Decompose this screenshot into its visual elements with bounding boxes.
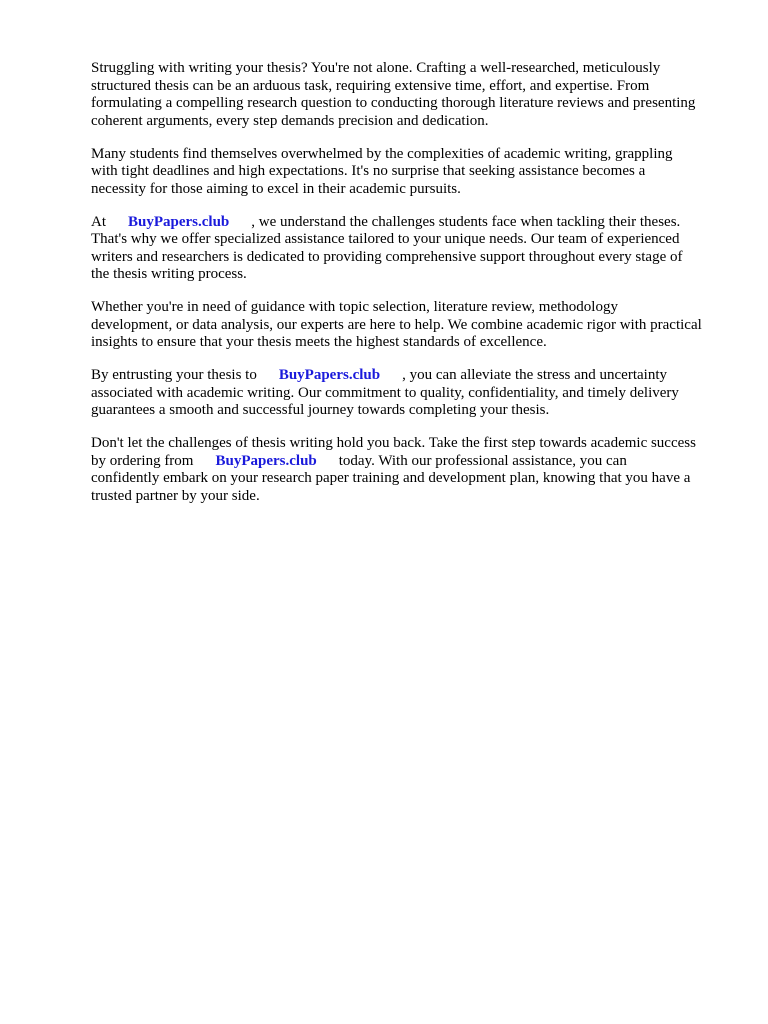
paragraph-dont-let (91, 435, 731, 505)
buypapers-link[interactable]: BuyPapers.club (215, 452, 317, 469)
paragraph-guidance: Whether you're in need of guidance with topic selection, literature review, methodology development, or data analysis, our experts are here to help. We combine academic rigor with practical insights to ensure that your thesis meets the highest standards of excellence. (91, 299, 702, 351)
paragraph-entrusting (91, 367, 731, 420)
paragraph-text: By entrusting your thesis to (91, 367, 257, 384)
buypapers-link[interactable]: BuyPapers.club (128, 213, 230, 230)
paragraph-overwhelmed: Many students find themselves overwhelmed by the complexities of academic writing, grappling with tight deadlines and high expectations. It's no surprise that seeking assistance becomes a necessity for those aiming to excel in their academic pursuits. (91, 145, 673, 197)
paragraph-text: , you can alleviate the stress and uncertainty associated with academic writing. Our commitment to quality, confidentiality, and timely delivery guarantees a smooth and successful journey towards completing your thesis. (91, 367, 679, 419)
paragraph-intro: Struggling with writing your thesis? You're not alone. Crafting a well-researched, meticulously structured thesis can be an arduous task, requiring extensive time, effort, and expertise. From formulating a compelling research question to conducting thorough literature reviews and presenting coherent arguments, every step demands precision and dedication. (91, 60, 696, 129)
paragraph-text: At (91, 213, 106, 230)
paragraph-text: today. With our professional assistance, you can confidently embark on your research paper training and development plan, knowing that you have a trusted partner by your side. (91, 452, 691, 504)
buypapers-link[interactable]: BuyPapers.club (278, 367, 381, 384)
paragraph-text: , we understand the challenges students face when tackling their theses. That's why we offer specialized assistance tailored to your unique needs. Our team of experienced writers and researchers is dedicated to providing comprehensive support throughout every stage of the thesis writing process. (91, 213, 683, 283)
document-body (91, 60, 731, 521)
paragraph-text: Don't let the challenges of thesis writing hold you back. Take the first step towards academic success (91, 435, 696, 452)
paragraph-text: by ordering from (91, 452, 194, 469)
paragraph-at-buypapers (91, 214, 731, 284)
